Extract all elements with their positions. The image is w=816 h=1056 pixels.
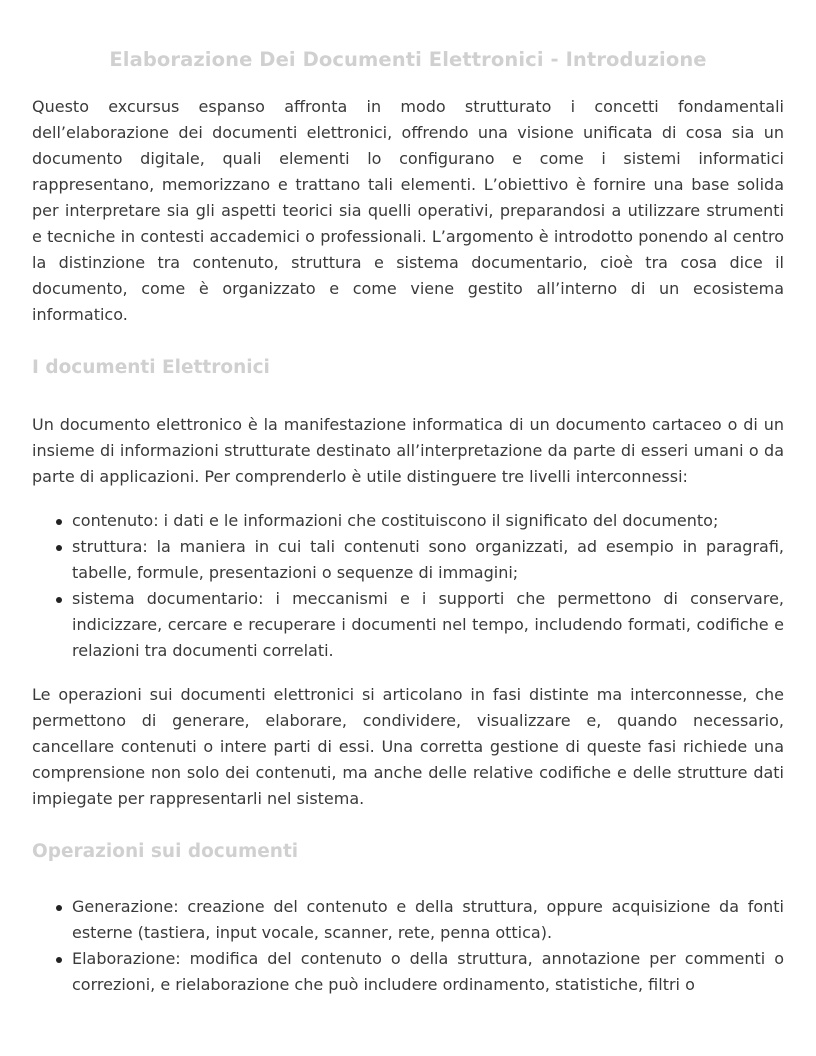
list-item-generazione: Generazione: creazione del contenuto e della struttura, oppure acquisizione da fonti esterne (tastiera, input vocale, scanner, rete, penna ottica).: [32, 894, 784, 946]
operations-intro-paragraph: Le operazioni sui documenti elettronici si articolano in fasi distinte ma interconnesse, che permettono di generare, elaborare, condividere, visualizzare e, quando necessario, cancellare contenuti o intere parti di essi. Una corretta gestione di queste fasi richiede una comprensione non solo dei contenuti, ma anche delle relative codifiche e delle strutture dati impiegate per rappresentarli nel sistema.: [32, 685, 784, 808]
list-item-struttura: struttura: la maniera in cui tali contenuti sono organizzati, ad esempio in paragrafi, tabelle, formule, presentazioni o sequenze di immagini;: [32, 534, 784, 586]
documents-paragraph: Un documento elettronico è la manifestazione informatica di un documento cartaceo o di un insieme di informazioni strutturate destinato all’interpretazione da parte di esseri umani o da parte di applicazioni. Per comprenderlo è utile distinguere tre livelli interconnessi:: [32, 415, 784, 486]
section-heading-documents: I documenti Elettronici: [32, 357, 270, 378]
document-page: [32, 0, 784, 998]
section-heading-operations: Operazioni sui documenti: [32, 841, 299, 862]
operations-list: [32, 894, 784, 998]
document-title: Elaborazione Dei Documenti Elettronici - Introduzione: [109, 48, 707, 71]
list-item-contenuto: contenuto: i dati e le informazioni che costituiscono il significato del documento;: [32, 508, 784, 534]
list-item-sistema-documentario: sistema documentario: i meccanismi e i supporti che permettono di conservare, indicizzare, cercare e recuperare i documenti nel tempo, includendo formati, codifiche e relazioni tra documenti correlati.: [32, 586, 784, 664]
levels-list: [32, 508, 784, 664]
list-item-elaborazione: Elaborazione: modifica del contenuto o della struttura, annotazione per commenti o correzioni, e rielaborazione che può includere ordinamento, statistiche, filtri o: [32, 946, 784, 998]
intro-paragraph: Questo excursus espanso affronta in modo strutturato i concetti fondamentali dell’elaborazione dei documenti elettronici, offrendo una visione unificata di cosa sia un documento digitale, quali elementi lo configurano e come i sistemi informatici rappresentano, memorizzano e trattano tali elementi. L’obiettivo è fornire una base solida per interpretare sia gli aspetti teorici sia quelli operativi, preparandosi a utilizzare strumenti e tecniche in contesti accademici o professionali. L’argomento è introdotto ponendo al centro la distinzione tra contenuto, struttura e sistema documentario, cioè tra cosa dice il documento, come è organizzato e come viene gestito all’interno di un ecosistema informatico.: [32, 97, 784, 324]
